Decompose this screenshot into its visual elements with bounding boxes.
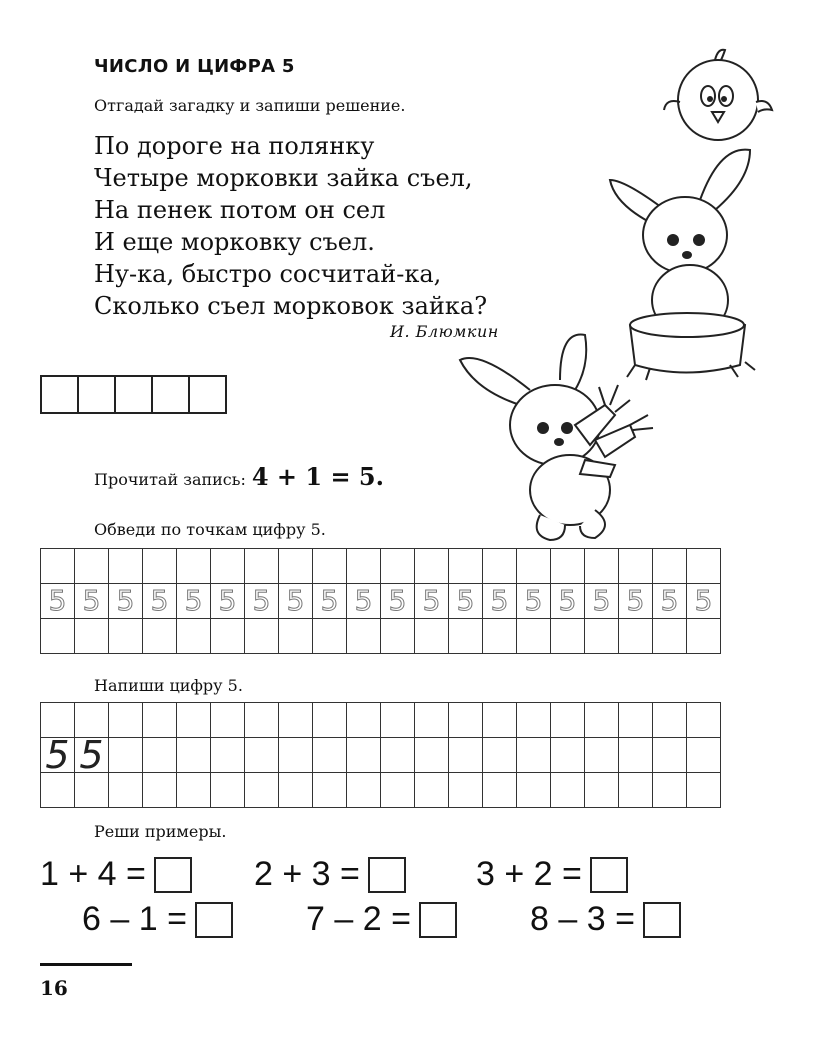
answer-box[interactable]: [77, 375, 116, 414]
grid-cell[interactable]: [449, 619, 483, 654]
trace-digit-cell[interactable]: 5: [619, 584, 653, 619]
grid-cell[interactable]: [483, 619, 517, 654]
grid-cell[interactable]: [75, 549, 109, 584]
grid-cell[interactable]: [347, 773, 381, 808]
poem-line: И еще морковку съел.: [94, 228, 375, 256]
trace-digit-cell[interactable]: 5: [415, 584, 449, 619]
grid-cell[interactable]: [177, 773, 211, 808]
grid-cell[interactable]: [619, 703, 653, 738]
example: [40, 855, 192, 894]
page-number: 16: [40, 976, 68, 1000]
trace-digit-cell[interactable]: 5: [687, 584, 721, 619]
grid-cell[interactable]: [449, 549, 483, 584]
example: [306, 900, 457, 939]
grid-cell[interactable]: [279, 773, 313, 808]
grid-cell[interactable]: [415, 703, 449, 738]
grid-cell[interactable]: [619, 773, 653, 808]
grid-cell[interactable]: [415, 619, 449, 654]
answer-box[interactable]: [40, 375, 79, 414]
answer-box[interactable]: [590, 857, 628, 893]
grid-cell[interactable]: [687, 549, 721, 584]
example-text: 1 + 4 =: [40, 855, 146, 893]
poem: [94, 130, 487, 322]
page-number-divider: [40, 963, 132, 966]
grid-cell[interactable]: [109, 773, 143, 808]
grid-cell[interactable]: [619, 619, 653, 654]
grid-cell[interactable]: [211, 549, 245, 584]
answer-box[interactable]: [419, 902, 457, 938]
grid-cell[interactable]: [245, 773, 279, 808]
poem-line: Сколько съел морковок зайка?: [94, 292, 488, 320]
grid-cell[interactable]: [177, 738, 211, 773]
grid-cell[interactable]: [687, 703, 721, 738]
poem-line: Четыре морковки зайка съел,: [94, 164, 473, 192]
grid-cell[interactable]: [245, 549, 279, 584]
grid-cell[interactable]: [347, 549, 381, 584]
grid-cell[interactable]: [415, 549, 449, 584]
grid-cell[interactable]: [517, 738, 551, 773]
grid-cell[interactable]: [483, 549, 517, 584]
grid-cell[interactable]: [449, 738, 483, 773]
trace-digit-cell[interactable]: 5: [177, 584, 211, 619]
poem-line: На пенек потом он сел: [94, 196, 386, 224]
answer-box[interactable]: [643, 902, 681, 938]
trace-digit-cell[interactable]: 5: [347, 584, 381, 619]
grid-cell[interactable]: [143, 703, 177, 738]
grid-cell[interactable]: [653, 773, 687, 808]
grid-cell[interactable]: [177, 703, 211, 738]
grid-cell[interactable]: [41, 773, 75, 808]
trace-digit-cell[interactable]: 5: [245, 584, 279, 619]
grid-cell[interactable]: [347, 738, 381, 773]
grid-cell[interactable]: [279, 619, 313, 654]
grid-cell[interactable]: [75, 619, 109, 654]
write-grid[interactable]: [40, 702, 721, 808]
trace-digit-cell[interactable]: 5: [381, 584, 415, 619]
trace-digit-cell[interactable]: 5: [585, 584, 619, 619]
grid-cell[interactable]: [415, 773, 449, 808]
example: [530, 900, 681, 939]
grid-cell[interactable]: [143, 738, 177, 773]
grid-cell[interactable]: [415, 738, 449, 773]
grid-cell[interactable]: [109, 619, 143, 654]
answer-box[interactable]: [114, 375, 153, 414]
grid-cell[interactable]: [245, 703, 279, 738]
grid-cell[interactable]: [653, 549, 687, 584]
examples-task-label: Реши примеры.: [94, 822, 227, 841]
example-text: 7 – 2 =: [306, 900, 411, 938]
trace-digit-cell[interactable]: 5: [653, 584, 687, 619]
riddle-instruction: Отгадай загадку и запиши решение.: [94, 96, 406, 115]
grid-cell[interactable]: [517, 619, 551, 654]
read-task: [94, 462, 384, 491]
grid-cell[interactable]: [347, 703, 381, 738]
trace-task-label: Обведи по точкам цифру 5.: [94, 520, 326, 539]
example: [254, 855, 406, 894]
grid-cell[interactable]: [143, 619, 177, 654]
answer-box[interactable]: [368, 857, 406, 893]
sample-digit-cell[interactable]: 5: [41, 738, 75, 773]
grid-cell[interactable]: [279, 738, 313, 773]
grid-cell[interactable]: [653, 738, 687, 773]
grid-cell[interactable]: [585, 619, 619, 654]
trace-digit-cell[interactable]: 5: [279, 584, 313, 619]
grid-cell[interactable]: [347, 619, 381, 654]
grid-cell[interactable]: [619, 738, 653, 773]
grid-cell[interactable]: [177, 619, 211, 654]
example-text: 2 + 3 =: [254, 855, 360, 893]
grid-cell[interactable]: [313, 703, 347, 738]
grid-cell[interactable]: [313, 773, 347, 808]
grid-cell[interactable]: [381, 619, 415, 654]
grid-cell[interactable]: [381, 738, 415, 773]
grid-cell[interactable]: [211, 773, 245, 808]
grid-cell[interactable]: [551, 773, 585, 808]
grid-cell[interactable]: [211, 703, 245, 738]
grid-cell[interactable]: [517, 773, 551, 808]
bunny-with-carrots-illustration: [455, 330, 675, 545]
read-task-label: Прочитай запись:: [94, 470, 246, 489]
trace-digit-cell[interactable]: 5: [483, 584, 517, 619]
example-text: 3 + 2 =: [476, 855, 582, 893]
grid-cell[interactable]: [75, 773, 109, 808]
example: [82, 900, 233, 939]
grid-cell[interactable]: [143, 773, 177, 808]
grid-cell[interactable]: [653, 703, 687, 738]
answer-box[interactable]: [195, 902, 233, 938]
grid-cell[interactable]: [109, 549, 143, 584]
example: [476, 855, 628, 894]
poem-author: И. Блюмкин: [390, 322, 499, 341]
grid-cell[interactable]: [687, 738, 721, 773]
trace-digit-cell[interactable]: 5: [313, 584, 347, 619]
grid-cell[interactable]: [585, 773, 619, 808]
write-task-label: Напиши цифру 5.: [94, 676, 243, 695]
grid-cell[interactable]: [211, 619, 245, 654]
trace-grid[interactable]: [40, 548, 721, 654]
read-task-expression: 4 + 1 = 5.: [251, 462, 384, 491]
example-text: 8 – 3 =: [530, 900, 635, 938]
grid-cell[interactable]: [279, 703, 313, 738]
grid-cell[interactable]: [381, 549, 415, 584]
grid-cell[interactable]: [551, 738, 585, 773]
grid-cell[interactable]: [483, 703, 517, 738]
chick-illustration: [660, 40, 780, 150]
grid-cell[interactable]: [585, 549, 619, 584]
grid-cell[interactable]: [585, 738, 619, 773]
trace-digit-cell[interactable]: 5: [211, 584, 245, 619]
sample-digit-cell[interactable]: 5: [75, 738, 109, 773]
grid-cell[interactable]: [143, 549, 177, 584]
answer-box[interactable]: [151, 375, 190, 414]
grid-cell[interactable]: [41, 619, 75, 654]
trace-digit-cell[interactable]: 5: [41, 584, 75, 619]
grid-cell[interactable]: [41, 549, 75, 584]
trace-digit-cell[interactable]: 5: [75, 584, 109, 619]
poem-line: Ну-ка, быстро сосчитай-ка,: [94, 260, 442, 288]
riddle-answer-boxes[interactable]: [40, 375, 225, 414]
grid-cell[interactable]: [449, 773, 483, 808]
example-text: 6 – 1 =: [82, 900, 187, 938]
grid-cell[interactable]: [313, 738, 347, 773]
grid-cell[interactable]: [177, 549, 211, 584]
grid-cell[interactable]: [381, 773, 415, 808]
poem-line: По дороге на полянку: [94, 132, 375, 160]
grid-cell[interactable]: [585, 703, 619, 738]
trace-digit-cell[interactable]: 5: [517, 584, 551, 619]
grid-cell[interactable]: [245, 738, 279, 773]
grid-cell[interactable]: [109, 738, 143, 773]
grid-cell[interactable]: [483, 773, 517, 808]
grid-cell[interactable]: [313, 619, 347, 654]
grid-cell[interactable]: [483, 738, 517, 773]
grid-cell[interactable]: [211, 738, 245, 773]
trace-digit-cell[interactable]: 5: [449, 584, 483, 619]
page-title: ЧИСЛО И ЦИФРА 5: [94, 56, 295, 77]
grid-cell[interactable]: [517, 703, 551, 738]
grid-cell[interactable]: [551, 619, 585, 654]
grid-cell[interactable]: [245, 619, 279, 654]
grid-cell[interactable]: [279, 549, 313, 584]
grid-cell[interactable]: [449, 703, 483, 738]
grid-cell[interactable]: [517, 549, 551, 584]
answer-box[interactable]: [188, 375, 227, 414]
grid-cell[interactable]: [687, 773, 721, 808]
grid-cell[interactable]: [313, 549, 347, 584]
grid-cell[interactable]: [381, 703, 415, 738]
trace-digit-cell[interactable]: 5: [143, 584, 177, 619]
trace-digit-cell[interactable]: 5: [551, 584, 585, 619]
answer-box[interactable]: [154, 857, 192, 893]
grid-cell[interactable]: [687, 619, 721, 654]
grid-cell[interactable]: [653, 619, 687, 654]
grid-cell[interactable]: [551, 549, 585, 584]
trace-digit-cell[interactable]: 5: [109, 584, 143, 619]
grid-cell[interactable]: [551, 703, 585, 738]
grid-cell[interactable]: [109, 703, 143, 738]
grid-cell[interactable]: [619, 549, 653, 584]
